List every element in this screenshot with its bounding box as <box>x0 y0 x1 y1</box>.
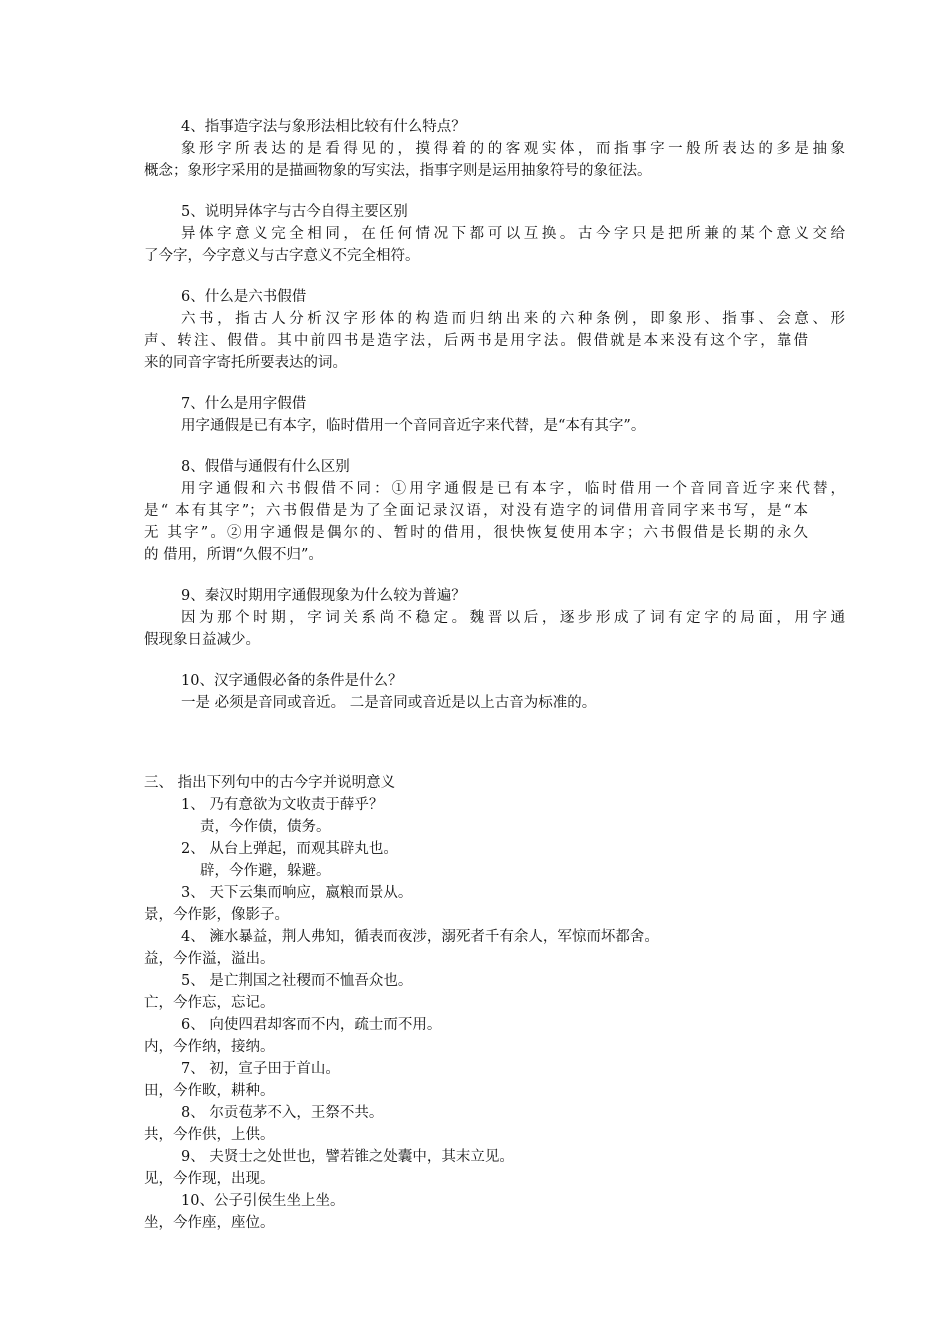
answer-5-line-2: 了今字，今字意义与古字意义不完全相符。 <box>144 248 420 264</box>
s3-item-3-answer: 景，今作影，像影子。 <box>144 907 289 923</box>
s3-item-4-answer: 益，今作溢，溢出。 <box>144 951 275 967</box>
section-3-heading: 三、 指出下列句中的古今字并说明意义 <box>144 775 396 791</box>
s3-item-10-answer: 坐，今作座，座位。 <box>144 1215 275 1231</box>
question-9: 9、秦汉时期用字通假现象为什么较为普遍？ <box>181 588 466 604</box>
s3-item-2-sentence: 2、 从台上弹起，而观其辟丸也。 <box>181 841 398 857</box>
question-8: 8、假借与通假有什么区别 <box>181 459 350 475</box>
question-7: 7、什么是用字假借 <box>181 396 307 412</box>
answer-8-line-1: 用字通假和六书假借不同：①用字通假是已有本字，临时借用一个音同音近字来代替， <box>181 481 845 497</box>
answer-7-line-1: 用字通假是已有本字，临时借用一个音同音近字来代替，是“本有其字”。 <box>181 418 646 434</box>
answer-10-line-1: 一是 必须是音同或音近。 二是音同或音近是以上古音为标准的。 <box>181 695 597 711</box>
s3-item-6-answer: 内，今作纳，接纳。 <box>144 1039 275 1055</box>
s3-item-3-sentence: 3、 天下云集而响应，嬴粮而景从。 <box>181 885 413 901</box>
s3-item-4-sentence: 4、 澭水暴益，荆人弗知，循表而夜涉，溺死者千有余人，军惊而坏都舍。 <box>181 929 659 945</box>
s3-item-7-sentence: 7、 初，宣子田于首山。 <box>181 1061 340 1077</box>
answer-8-line-2: 是“ 本有其字”；六书假借是为了全面记录汉语，对没有造字的词借用音同字来书写，是“本 <box>144 503 808 519</box>
question-6: 6、什么是六书假借 <box>181 289 307 305</box>
s3-item-8-sentence: 8、 尔贡苞茅不入，王祭不共。 <box>181 1105 384 1121</box>
s3-item-5-sentence: 5、 是亡荆国之社稷而不恤吾众也。 <box>181 973 413 989</box>
answer-8-line-4: 的 借用，所谓“久假不归”。 <box>144 547 323 563</box>
s3-item-2-answer: 辟，今作避，躲避。 <box>200 863 331 879</box>
s3-item-5-answer: 亡，今作忘，忘记。 <box>144 995 275 1011</box>
question-10: 10、汉字通假必备的条件是什么？ <box>181 673 403 689</box>
s3-item-6-sentence: 6、 向使四君却客而不内，疏士而不用。 <box>181 1017 442 1033</box>
answer-8-line-3: 无 其字”。②用字通假是偶尔的、暂时的借用，很快恢复使用本字；六书假借是长期的永久 <box>144 525 808 541</box>
s3-item-9-sentence: 9、 夫贤士之处世也，譬若锥之处囊中，其末立见。 <box>181 1149 514 1165</box>
answer-9-line-2: 假现象日益减少。 <box>144 632 260 648</box>
question-4: 4、指事造字法与象形法相比较有什么特点？ <box>181 119 466 135</box>
answer-6-line-3: 来的同音字寄托所要表达的词。 <box>144 355 347 371</box>
s3-item-9-answer: 见，今作现，出现。 <box>144 1171 275 1187</box>
s3-item-10-sentence: 10、公子引侯生坐上坐。 <box>181 1193 345 1209</box>
s3-item-7-answer: 田，今作畋，耕种。 <box>144 1083 275 1099</box>
s3-item-1-answer: 责，今作债，债务。 <box>200 819 331 835</box>
question-5: 5、说明异体字与古今自得主要区别 <box>181 204 408 220</box>
answer-5-line-1: 异体字意义完全相同，在任何情况下都可以互换。古今字只是把所兼的某个意义交给 <box>181 226 845 242</box>
answer-6-line-1: 六书，指古人分析汉字形体的构造而归纳出来的六种条例，即象形、指事、会意、形 <box>181 311 845 327</box>
answer-4-line-1: 象形字所表达的是看得见的，摸得着的的客观实体，而指事字一般所表达的多是抽象 <box>181 141 845 157</box>
s3-item-8-answer: 共，今作供，上供。 <box>144 1127 275 1143</box>
answer-4-line-2: 概念；象形字采用的是描画物象的写实法，指事字则是运用抽象符号的象征法。 <box>144 163 652 179</box>
answer-9-line-1: 因为那个时期，字词关系尚不稳定。魏晋以后，逐步形成了词有定字的局面，用字通 <box>181 610 845 626</box>
s3-item-1-sentence: 1、 乃有意欲为文收责于薛乎？ <box>181 797 384 813</box>
answer-6-line-2: 声、转注、假借。其中前四书是造字法，后两书是用字法。假借就是本来没有这个字，靠借 <box>144 333 808 349</box>
